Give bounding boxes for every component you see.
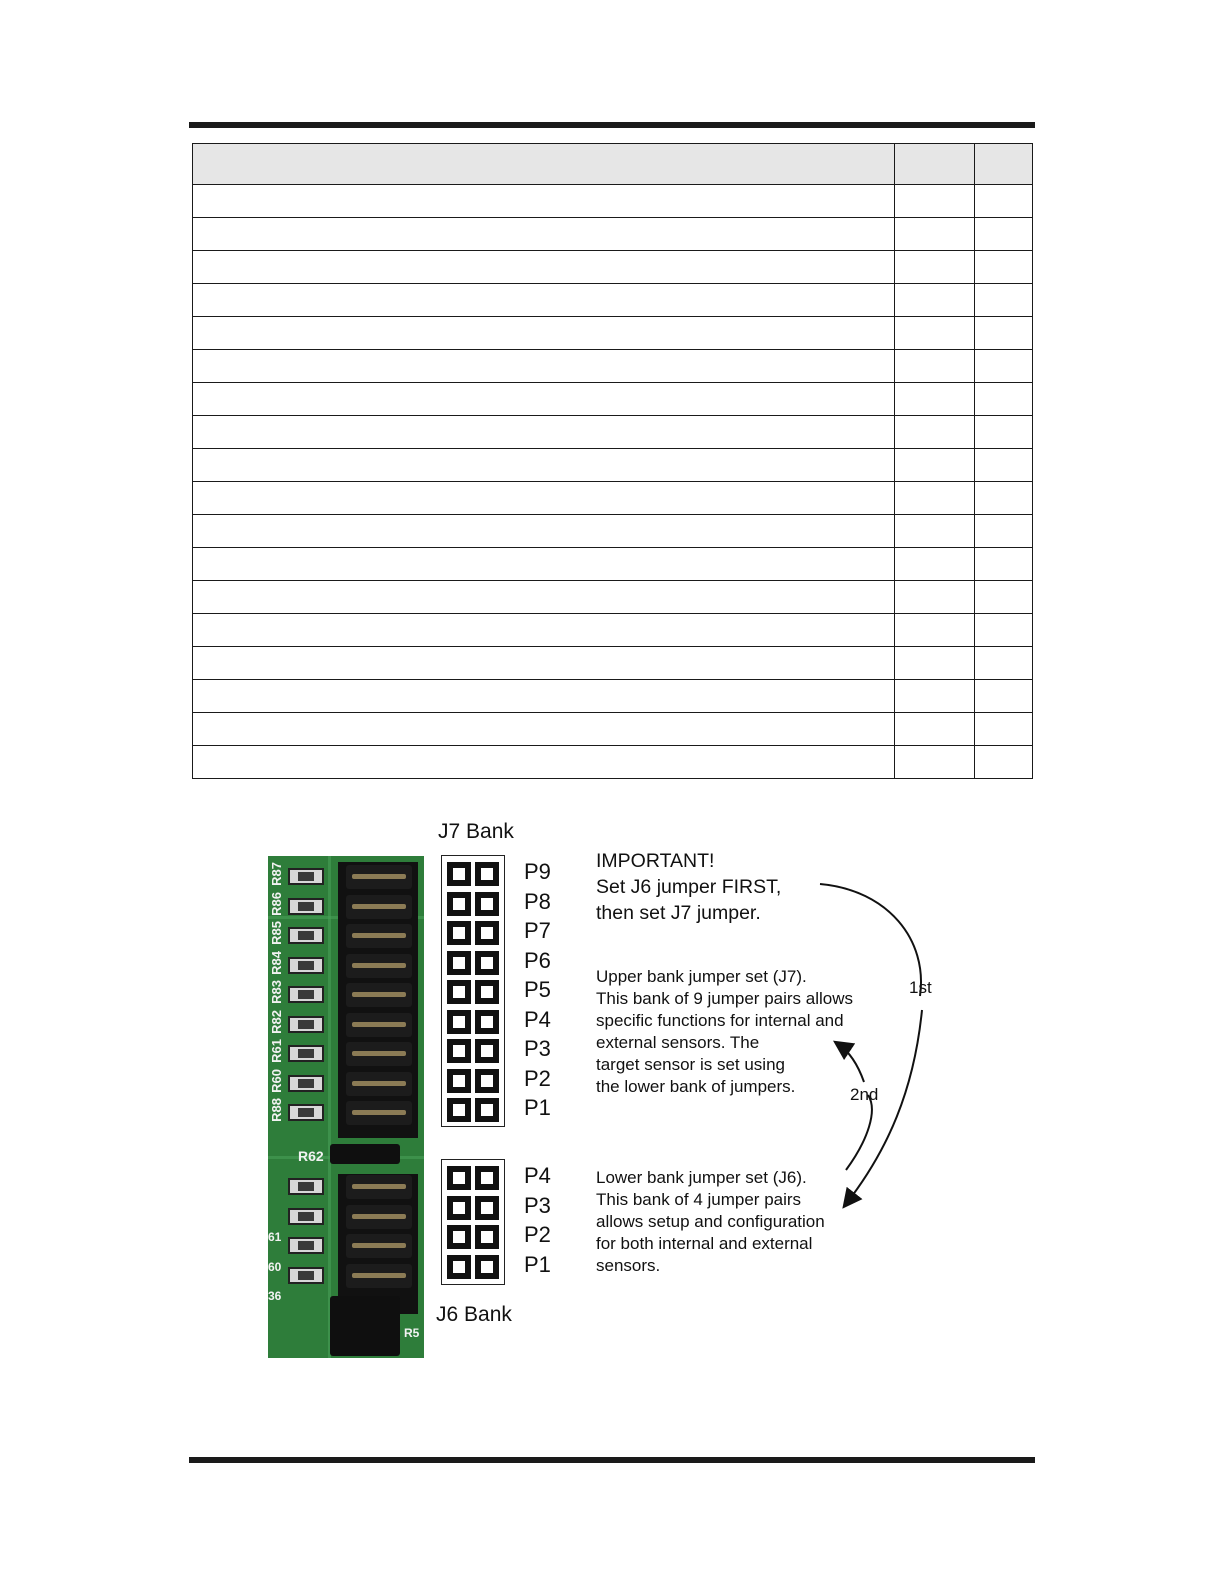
table-row — [193, 416, 1033, 449]
table-cell — [193, 416, 895, 449]
table-cell — [895, 416, 975, 449]
table-cell — [975, 746, 1033, 779]
table-cell — [193, 515, 895, 548]
pin-label: P5 — [524, 977, 551, 1002]
board-resistor-label: 60 — [268, 1259, 282, 1274]
table-row — [193, 185, 1033, 218]
table-cell — [975, 284, 1033, 317]
table-row — [193, 746, 1033, 779]
pin-label: P3 — [524, 1192, 551, 1218]
table-cell — [193, 713, 895, 746]
board-resistor-label: R86 — [269, 891, 284, 916]
table-cell — [895, 713, 975, 746]
table-row — [193, 251, 1033, 284]
table-cell — [193, 614, 895, 647]
table-row — [193, 218, 1033, 251]
pin-label: P3 — [524, 1036, 551, 1061]
table-cell — [895, 581, 975, 614]
pin-label: P9 — [524, 859, 551, 884]
pin-label: P4 — [524, 1163, 551, 1188]
table-cell — [975, 548, 1033, 581]
j7-bank-label: J7 Bank — [438, 820, 514, 843]
j6-bank-label: J6 Bank — [436, 1303, 512, 1326]
table-cell — [193, 185, 895, 218]
table-cell — [975, 383, 1033, 416]
table-cell — [975, 515, 1033, 548]
pin-label: P2 — [524, 1065, 551, 1091]
table-cell — [975, 416, 1033, 449]
table-row — [193, 647, 1033, 680]
table-cell — [193, 317, 895, 350]
table-cell — [895, 185, 975, 218]
table-cell — [895, 317, 975, 350]
second-step-label: 2nd — [850, 1085, 879, 1104]
table-cell — [975, 449, 1033, 482]
board-resistor-label: R87 — [269, 862, 284, 886]
r62-label: R62 — [298, 1148, 324, 1164]
important-note: IMPORTANT! Set J6 jumper FIRST, then set J7 jumper. — [596, 850, 782, 924]
table-cell — [895, 614, 975, 647]
table-header-cell — [193, 144, 895, 185]
first-step-label: 1st — [909, 978, 932, 997]
table-cell — [193, 251, 895, 284]
board-resistor-label: R82 — [269, 1009, 284, 1034]
board-resistor-label: R83 — [269, 980, 284, 1004]
table-cell — [193, 449, 895, 482]
board-resistor-label: R84 — [269, 950, 284, 975]
table-cell — [975, 317, 1033, 350]
table-cell — [895, 548, 975, 581]
table-row — [193, 284, 1033, 317]
table-cell — [975, 647, 1033, 680]
table-header-cell — [895, 144, 975, 185]
table-cell — [895, 449, 975, 482]
upper-bank-note: Upper bank jumper set (J7). This bank of 9 jumper pairs allows specific functions for internal and external sensors. The target sensor is set using the lower bank of jumpers. — [596, 967, 854, 1096]
board-resistor-label: R60 — [269, 1068, 284, 1093]
table-cell — [895, 515, 975, 548]
table-cell — [193, 284, 895, 317]
board-resistor-label: R85 — [269, 921, 284, 945]
bottom-rule — [189, 1457, 1035, 1463]
table-cell — [975, 581, 1033, 614]
table-row — [193, 383, 1033, 416]
board-resistor-label: R88 — [269, 1098, 284, 1122]
table-row — [193, 449, 1033, 482]
pin-label: P7 — [524, 918, 551, 943]
table-row — [193, 614, 1033, 647]
pin-label: P6 — [524, 947, 551, 973]
table-cell — [193, 218, 895, 251]
table-cell — [895, 647, 975, 680]
table-cell — [895, 350, 975, 383]
pin-label: P2 — [524, 1222, 551, 1247]
table-cell — [975, 680, 1033, 713]
table-cell — [975, 185, 1033, 218]
table-row — [193, 548, 1033, 581]
table-cell — [895, 218, 975, 251]
top-rule — [189, 122, 1035, 128]
table-cell — [895, 680, 975, 713]
table-row — [193, 515, 1033, 548]
pin-label: P1 — [524, 1251, 551, 1277]
table-cell — [193, 746, 895, 779]
table-cell — [193, 482, 895, 515]
table-row — [193, 680, 1033, 713]
table-cell — [895, 251, 975, 284]
pin-label: P4 — [524, 1006, 551, 1032]
table-cell — [975, 482, 1033, 515]
table-cell — [975, 218, 1033, 251]
board-resistor-label: 36 — [268, 1289, 282, 1303]
table-cell — [193, 680, 895, 713]
table-cell — [193, 383, 895, 416]
table-header-row — [193, 144, 1033, 185]
blank-table — [192, 143, 1033, 779]
table-cell — [193, 581, 895, 614]
table-cell — [895, 284, 975, 317]
table-row — [193, 317, 1033, 350]
board-resistor-label: 61 — [268, 1230, 282, 1244]
table-cell — [895, 482, 975, 515]
table-row — [193, 581, 1033, 614]
table-cell — [975, 614, 1033, 647]
r5-label: R5 — [404, 1326, 420, 1340]
table-cell — [895, 383, 975, 416]
board-resistor-label: R61 — [269, 1039, 284, 1063]
table-row — [193, 350, 1033, 383]
table-cell — [895, 746, 975, 779]
table-cell — [975, 350, 1033, 383]
table-cell — [193, 548, 895, 581]
table-row — [193, 713, 1033, 746]
first-arrow — [820, 884, 922, 1204]
table-cell — [975, 713, 1033, 746]
table-header-cell — [975, 144, 1033, 185]
jumper-diagram — [268, 820, 988, 1360]
second-arrow — [838, 1044, 872, 1170]
table-cell — [975, 251, 1033, 284]
pin-label: P1 — [524, 1095, 551, 1120]
table-cell — [193, 647, 895, 680]
lower-bank-note: Lower bank jumper set (J6). This bank of 4 jumper pairs allows setup and configuration for both internal and external sensors. — [596, 1168, 825, 1275]
table-cell — [193, 350, 895, 383]
pin-label: P8 — [524, 888, 551, 914]
sequence-arrows — [268, 820, 988, 1360]
table-row — [193, 482, 1033, 515]
